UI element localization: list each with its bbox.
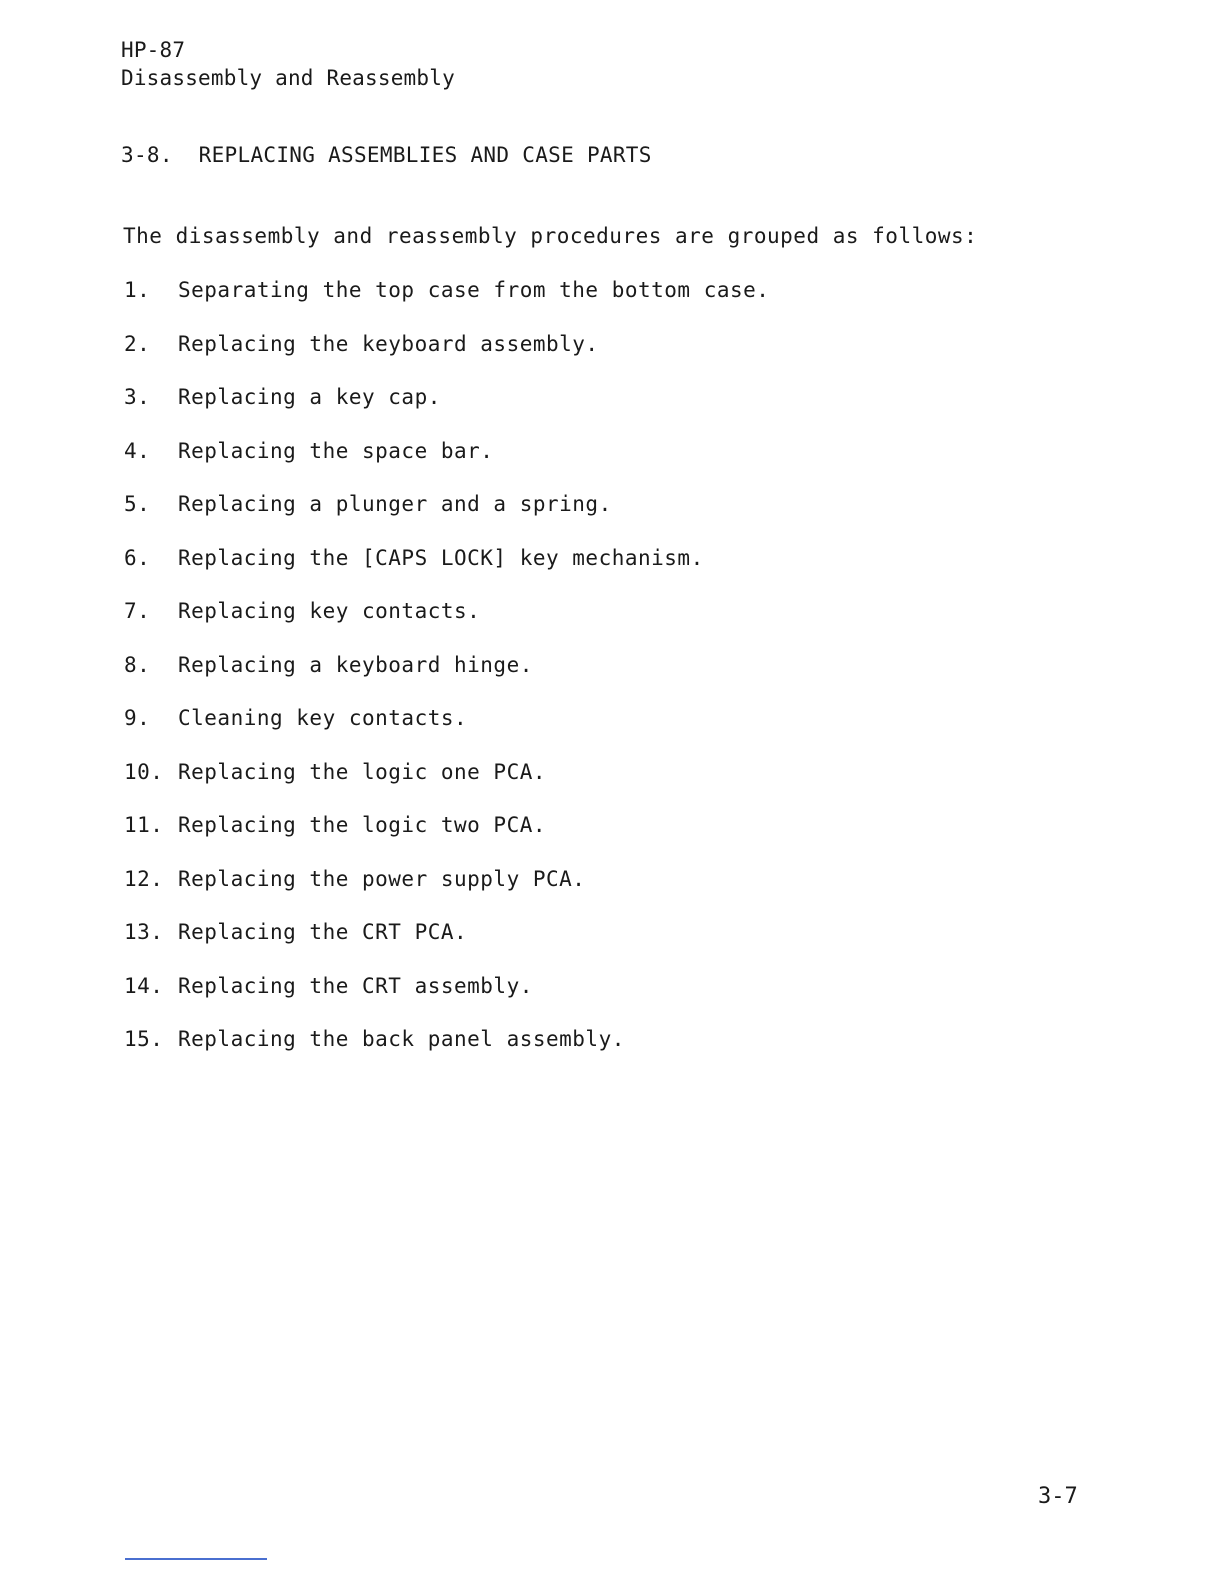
procedure-list [124, 276, 769, 1079]
page-number: 3-7 [1038, 1484, 1078, 1509]
list-item-number: 13. [124, 920, 164, 944]
list-item [124, 651, 769, 705]
list-item-text: Replacing the CRT assembly. [178, 973, 533, 998]
list-item [124, 865, 769, 919]
list-item-text: Replacing the power supply PCA. [178, 866, 586, 891]
list-item-number: 3. [124, 385, 151, 409]
list-item-text: Cleaning key contacts. [178, 706, 468, 730]
list-item [124, 972, 769, 1026]
section-heading [121, 141, 652, 169]
list-item-number: 12. [124, 866, 164, 891]
list-item-number: 9. [124, 706, 151, 730]
list-item [124, 811, 769, 865]
section-number: 3-8. [121, 143, 173, 167]
list-item [124, 1025, 769, 1079]
list-item-number: 2. [124, 331, 151, 356]
list-item-text: Separating the top case from the bottom case. [178, 278, 770, 302]
list-item-text: Replacing the space bar. [178, 438, 494, 463]
list-item [124, 704, 769, 758]
list-item-number: 7. [124, 599, 151, 623]
footer-divider [125, 1558, 267, 1560]
running-header [121, 36, 455, 92]
list-item-number: 10. [124, 759, 164, 784]
section-title: REPLACING ASSEMBLIES AND CASE PARTS [198, 143, 652, 167]
list-item-text: Replacing the [CAPS LOCK] key mechanism. [178, 545, 704, 570]
list-item [124, 276, 769, 330]
list-item-text: Replacing a plunger and a spring. [178, 492, 612, 516]
list-item [124, 544, 769, 598]
list-item-number: 1. [124, 278, 151, 302]
list-item-number: 4. [124, 438, 151, 463]
list-item-text: Replacing the logic two PCA. [178, 813, 547, 837]
list-item-number: 5. [124, 492, 151, 516]
list-item-number: 15. [124, 1027, 164, 1051]
list-item [124, 758, 769, 812]
list-item-text: Replacing key contacts. [178, 599, 481, 623]
list-item-number: 6. [124, 545, 151, 570]
list-item-text: Replacing the logic one PCA. [178, 759, 547, 784]
list-item [124, 383, 769, 437]
list-item-text: Replacing the CRT PCA. [178, 920, 468, 944]
list-item [124, 597, 769, 651]
list-item-number: 14. [124, 973, 164, 998]
list-item-number: 8. [124, 652, 151, 677]
list-item-text: Replacing a keyboard hinge. [178, 652, 533, 677]
list-item [124, 437, 769, 491]
list-item-number: 11. [124, 813, 164, 837]
list-item [124, 490, 769, 544]
list-item-text: Replacing the back panel assembly. [178, 1027, 625, 1051]
list-item [124, 330, 769, 384]
list-item-text: Replacing a key cap. [178, 385, 441, 409]
header-chapter: Disassembly and Reassembly [121, 66, 455, 90]
intro-paragraph: The disassembly and reassembly procedures are grouped as follows: [123, 224, 978, 248]
header-model: HP-87 [121, 38, 186, 62]
list-item-text: Replacing the keyboard assembly. [178, 331, 599, 356]
list-item [124, 918, 769, 972]
